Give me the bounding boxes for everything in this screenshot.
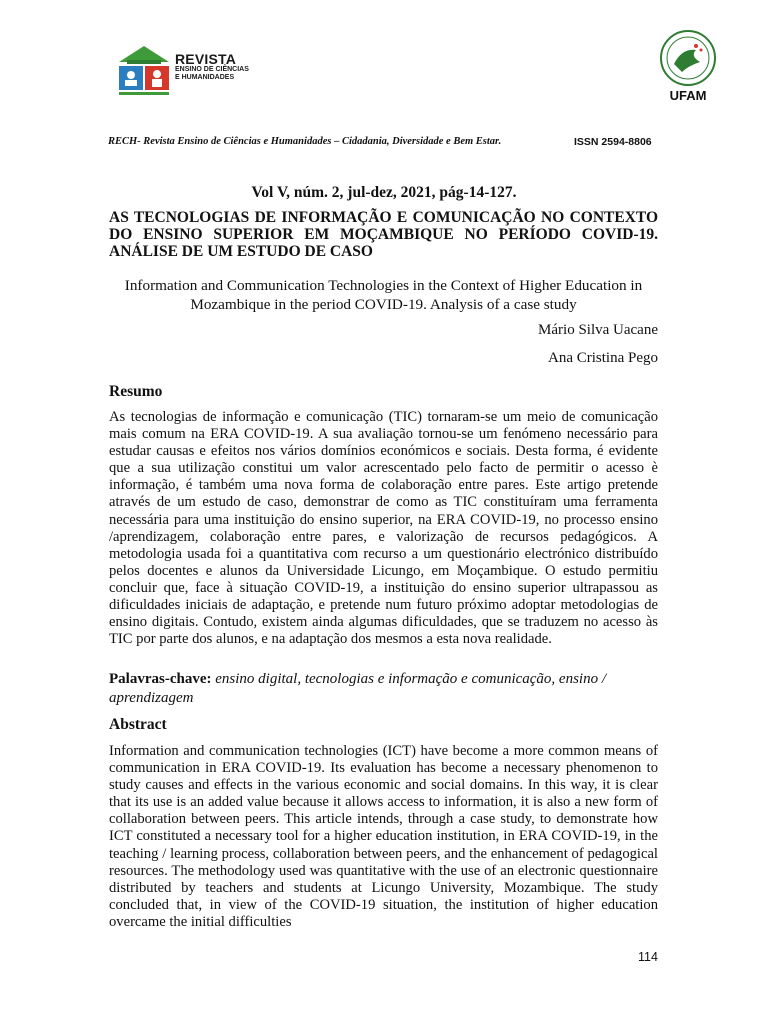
- journal-logo-icon: [115, 42, 173, 104]
- page-header: [0, 0, 768, 110]
- ufam-label: UFAM: [669, 88, 707, 103]
- issn: ISSN 2594-8806: [574, 136, 652, 148]
- article-title-pt: AS TECNOLOGIAS DE INFORMAÇÃO E COMUNICAÇÃO NO CONTEXTO DO ENSINO SUPERIOR EM MOÇAMBIQUE NO PERÍODO COVID-19. ANÁLISE DE UM ESTUDO DE CASO: [109, 209, 658, 260]
- journal-logo: [115, 42, 250, 112]
- ufam-seal-icon: [656, 28, 720, 88]
- keywords-label: Palavras-chave: [109, 671, 207, 687]
- abstract-text: Information and communication technologies (ICT) have become a more common means of communication in ERA COVID-19. Its evaluation has become a necessary phenomenon to study causes and effects in the various economic and social domains. In this way, it is clear that its use is an added value because it allows access to information, it is also a new form of collaboration between peers. This article intends, through a case study, to demonstrate how ICT constituted a necessary tool for a higher education institution, in ERA COVID-19, in the teaching / learning process, collaboration between peers, and the enhancement of pedagogical resources. The methodology used was quantitative with the use of an electronic questionnaire distributed by teachers and students at Licungo University, Mozambique. The study concluded that, in view of the COVID-19 situation, the institution of higher education overcame the initial difficulties: [109, 743, 658, 930]
- keywords-text: ensino digital, tecnologias e informação e comunicação, ensino / aprendizagem: [109, 671, 607, 706]
- volume-info: Vol V, núm. 2, jul-dez, 2021, pág-14-127.: [251, 184, 517, 201]
- abstract-heading: Abstract: [109, 716, 167, 733]
- logo-title: REVISTA: [175, 51, 237, 67]
- ufam-logo: [656, 28, 720, 104]
- logo-subtitle-2: E HUMANIDADES: [175, 74, 235, 81]
- journal-logo-text: [175, 52, 249, 82]
- resumo-text: As tecnologias de informação e comunicação (TIC) tornaram-se um meio de comunicação mais comum na ERA COVID-19. A sua avaliação tornou-se um fenómeno necessário para estudar causas e efeitos nos vários domínios económicos e sociais. Desta forma, é evidente que a sua utilização constitui um valor acrescentado pelo facto de permitir o acesso è informação, é também uma nova forma de colaboração entre pares. Este artigo pretende através de um estudo de caso, demonstrar de como as TIC constituíram uma ferramenta necessária para uma instituição do ensino superior, na ERA COVID-19, no processo ensino /aprendizagem, colaboração entre pares, e valorização de recursos pedagógicos. A metodologia usada foi a quantitativa com recurso a um questionário electrónico distribuído pelos docentes e alunos da Universidade Licungo, em Moçambique. O estudo permitiu concluir que, face à situação COVID-19, a instituição do ensino superior ultrapassou as dificuldades iniciais de adaptação, e pretende num futuro próximo adoptar metodologias de ensino digitais. Contudo, existem ainda algumas dificuldades, que se traduzem no acesso às TIC por parte dos alunos, e na adaptação dos mesmos a esta nova realidade.: [109, 409, 658, 648]
- author-2: Ana Cristina Pego: [548, 350, 658, 366]
- resumo-heading: Resumo: [109, 383, 163, 400]
- author-1: Mário Silva Uacane: [538, 322, 658, 338]
- article-title-en: Information and Communication Technologies in the Context of Higher Education in Mozambique in the period COVID-19. Analysis of a case study: [124, 277, 643, 313]
- keywords: Palavras-chave: ensino digital, tecnologias e informação e comunicação, ensino / aprendizagem: [109, 671, 607, 706]
- journal-citation: RECH- Revista Ensino de Ciências e Humanidades – Cidadania, Diversidade e Bem Estar.: [108, 136, 502, 147]
- logo-subtitle-1: ENSINO DE CIÊNCIAS: [175, 66, 249, 73]
- page-number: 114: [638, 950, 658, 964]
